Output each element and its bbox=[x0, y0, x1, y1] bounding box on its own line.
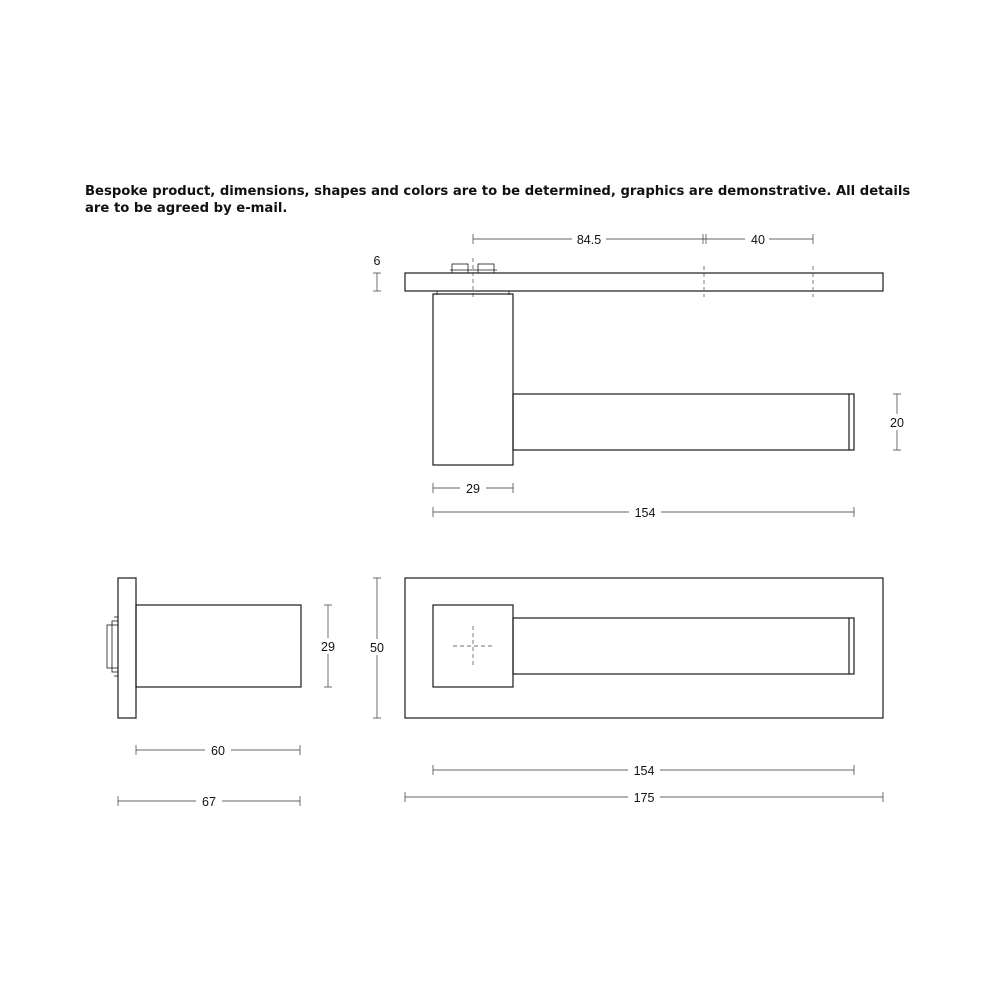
dim-side-total-depth-label: 67 bbox=[202, 795, 216, 809]
dim-lever-thickness bbox=[886, 394, 910, 450]
disclaimer-note: Bespoke product, dimensions, shapes and colors are to be determined, graphics are demonstrative. All details are to be agreed by e-mail. bbox=[85, 184, 911, 216]
side-spindle-inner bbox=[112, 621, 118, 672]
dim-plate-height-label: 50 bbox=[370, 641, 384, 655]
front-view bbox=[405, 578, 883, 718]
dim-offset bbox=[473, 231, 813, 247]
dim-side-total-depth bbox=[118, 793, 300, 809]
dim-lever-length-front bbox=[433, 762, 854, 778]
dim-grip-label: 40 bbox=[751, 233, 765, 247]
dim-lever-length-top-label: 154 bbox=[634, 506, 656, 520]
top-view bbox=[405, 258, 883, 465]
side-spindle-outer bbox=[107, 625, 118, 668]
dim-side-depth-label: 60 bbox=[211, 744, 225, 758]
dim-plate-height bbox=[365, 578, 389, 718]
top-rose-plate bbox=[405, 273, 883, 291]
dim-lever-length-top bbox=[433, 504, 854, 520]
dim-lever-length-front-label: 154 bbox=[633, 764, 655, 778]
dim-offset-label: 84.5 bbox=[576, 233, 602, 247]
dim-block-width-top bbox=[433, 480, 513, 496]
front-lever-arm bbox=[513, 618, 854, 674]
dim-lever-thickness-label: 20 bbox=[890, 416, 904, 430]
front-square-block bbox=[433, 605, 513, 687]
side-lever-body bbox=[136, 605, 301, 687]
dim-rose-thickness bbox=[373, 254, 381, 291]
top-lever-block bbox=[433, 294, 513, 465]
side-view bbox=[107, 578, 301, 718]
side-rose-plate bbox=[118, 578, 136, 718]
top-lever-arm bbox=[513, 394, 854, 450]
dim-rose-thickness-label: 6 bbox=[373, 254, 381, 268]
dim-side-height bbox=[316, 605, 340, 687]
screw-head-left bbox=[452, 264, 468, 273]
dim-block-width-top-label: 29 bbox=[466, 482, 480, 496]
dim-plate-length bbox=[405, 789, 883, 805]
front-backplate bbox=[405, 578, 883, 718]
dim-plate-length-label: 175 bbox=[633, 791, 655, 805]
dim-side-depth bbox=[136, 742, 300, 758]
dim-side-height-label: 29 bbox=[321, 640, 335, 654]
screw-head-right bbox=[478, 264, 494, 273]
